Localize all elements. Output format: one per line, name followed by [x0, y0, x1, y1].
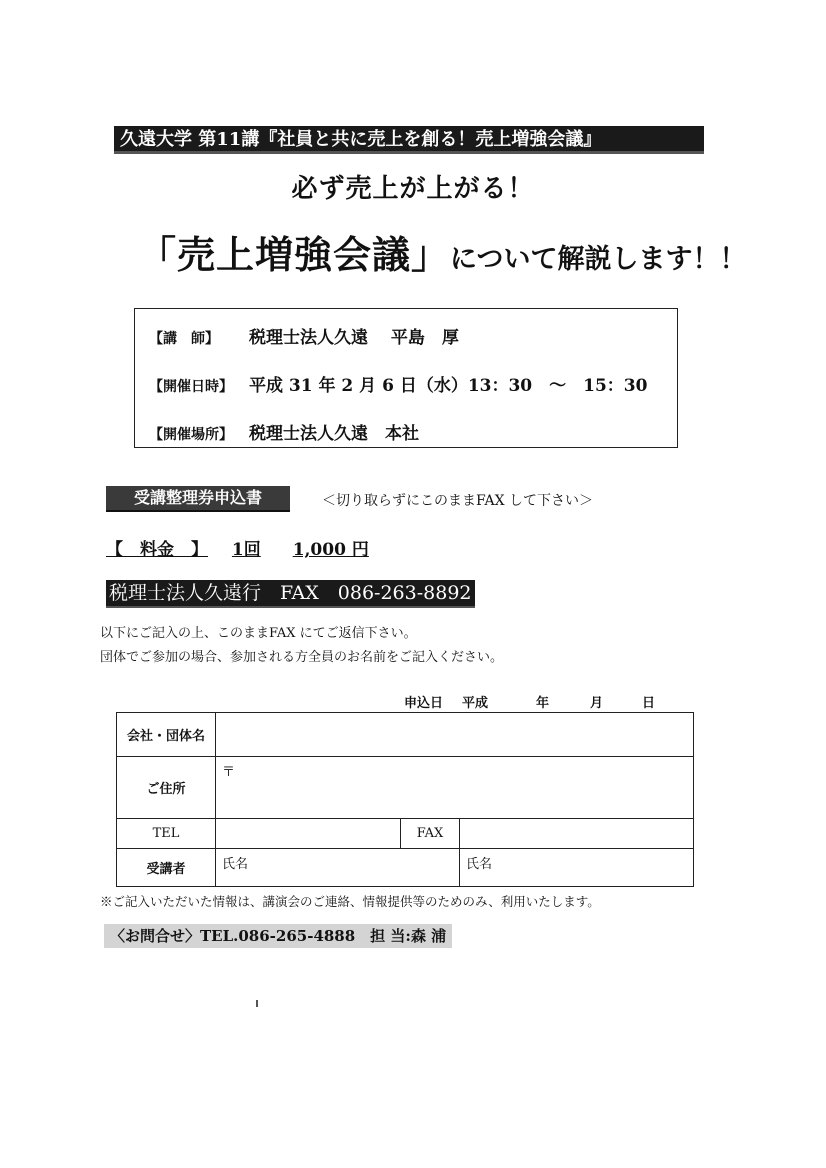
fee-count: 1回 — [231, 540, 261, 560]
attendee-label: 受講者 — [117, 849, 216, 887]
fax-label: FAX — [401, 819, 460, 849]
info-value: 税理士法人久遠 平島 厚 — [249, 328, 459, 348]
info-row-datetime — [149, 371, 647, 396]
headline-topic-main: 「売上増強会議」 — [138, 233, 451, 277]
fee-line — [106, 535, 369, 560]
seminar-title-banner: 久遠大学 第11講『社員と共に売上を創る！売上増強会議』 — [114, 126, 704, 154]
form-row-contact — [117, 819, 694, 849]
name-label: 氏名 — [222, 857, 249, 872]
date-year: 年 — [536, 696, 550, 711]
instruction-line-2: 団体でご参加の場合、参加される方全員のお名前をご記入ください。 — [100, 650, 504, 665]
headline-topic-sub: について解説します！！ — [450, 244, 747, 275]
tel-field[interactable] — [216, 819, 401, 849]
application-form-table — [116, 712, 694, 887]
form-row-company — [117, 713, 694, 757]
fax-cut-note: ＜切り取らずにこのままFAX して下さい＞ — [322, 493, 594, 509]
headline-guarantee: 必ず売上が上がる！ — [291, 174, 535, 204]
scan-speck — [256, 1000, 258, 1007]
seminar-info-box — [134, 308, 678, 448]
info-value: 税理士法人久遠 本社 — [249, 424, 419, 444]
date-day: 日 — [642, 696, 656, 711]
form-row-attendee — [117, 849, 694, 887]
info-value: 平成 31 年 2 月 6 日（水）13：30 ～ 15：30 — [249, 376, 648, 396]
date-era: 平成 — [462, 696, 489, 711]
date-label: 申込日 — [404, 696, 444, 711]
company-field[interactable] — [216, 713, 694, 757]
info-row-venue — [149, 419, 419, 444]
postal-mark: 〒 — [222, 765, 236, 780]
attendee-name-field-2[interactable] — [460, 849, 694, 887]
attendee-name-field-1[interactable] — [216, 849, 460, 887]
name-label: 氏名 — [466, 857, 493, 872]
ticket-application-title: 受講整理券申込書 — [106, 486, 290, 512]
fax-field[interactable] — [460, 819, 694, 849]
company-label: 会社・団体名 — [117, 713, 216, 757]
privacy-notice: ※ご記入いただいた情報は、講演会のご連絡、情報提供等のためのみ、利用いたします。 — [100, 894, 600, 909]
tel-label: TEL — [117, 819, 216, 849]
headline-topic — [138, 224, 746, 279]
info-label: 【開催日時】 — [149, 379, 233, 395]
fax-destination: 税理士法人久遠行 FAX 086-263-8892 — [106, 580, 475, 608]
contact-info: 〈お問合せ〉TEL.086-265-4888 担 当:森 浦 — [104, 924, 452, 948]
info-row-lecturer — [149, 323, 459, 348]
date-month: 月 — [590, 696, 604, 711]
info-label: 【講 師】 — [149, 331, 219, 347]
address-field[interactable] — [216, 757, 694, 819]
form-row-address — [117, 757, 694, 819]
info-label: 【開催場所】 — [149, 427, 233, 443]
address-label: ご住所 — [117, 757, 216, 819]
fee-price: 1,000 円 — [292, 540, 369, 560]
instruction-line-1: 以下にご記入の上、このままFAX にてご返信下さい。 — [100, 626, 417, 641]
fee-label: 【 料金 】 — [106, 540, 208, 560]
